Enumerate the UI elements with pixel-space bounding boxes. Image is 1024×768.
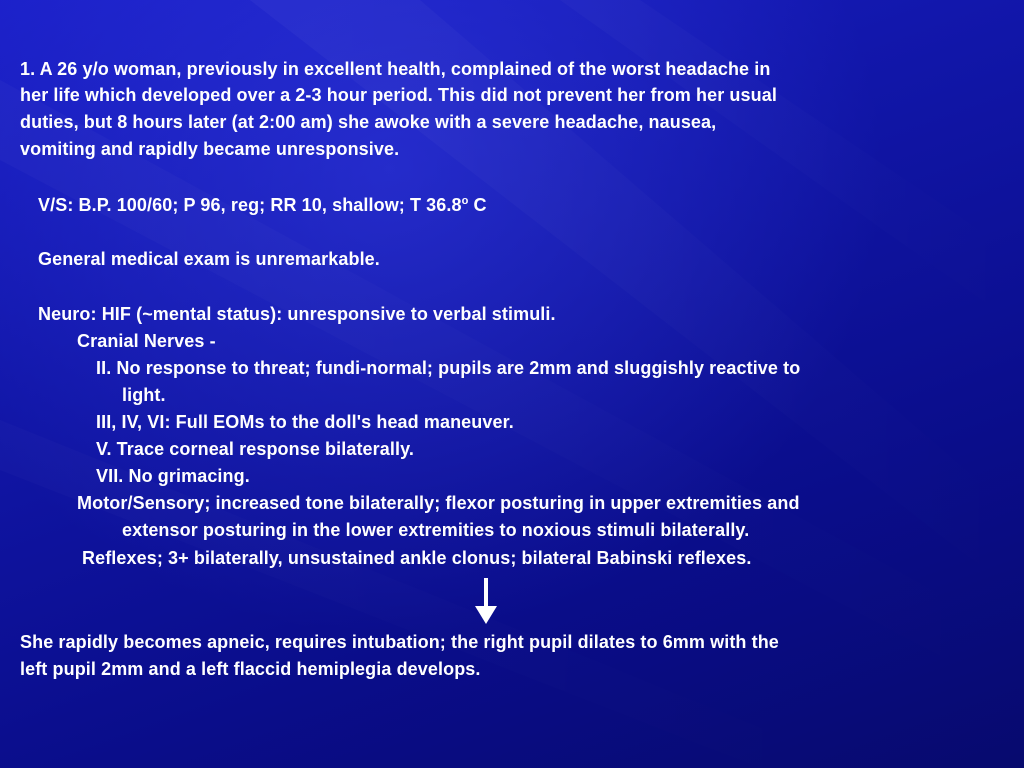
case-text-line: her life which developed over a 2-3 hour period. This did not prevent her from her usual bbox=[20, 85, 777, 105]
cranial-nerve-v: V. Trace corneal response bilaterally. bbox=[96, 439, 414, 459]
outcome-text-line: She rapidly becomes apneic, requires intubation; the right pupil dilates to 6mm with the bbox=[20, 632, 779, 652]
down-arrow-icon bbox=[472, 578, 500, 626]
cranial-nerve-iii-iv-vi: III, IV, VI: Full EOMs to the doll's head maneuver. bbox=[96, 412, 514, 432]
neuro-exam: Neuro: HIF (~mental status): unresponsive to verbal stimuli. bbox=[38, 304, 556, 324]
vital-signs bbox=[38, 192, 487, 218]
reflexes: Reflexes; 3+ bilaterally, unsustained ankle clonus; bilateral Babinski reflexes. bbox=[82, 548, 752, 568]
degree-symbol: o bbox=[461, 195, 469, 207]
motor-sensory-continued: extensor posturing in the lower extremities to noxious stimuli bilaterally. bbox=[122, 520, 750, 540]
cranial-nerve-ii-continued: light. bbox=[122, 385, 166, 405]
vital-signs-values: V/S: B.P. 100/60; P 96, reg; RR 10, shallow; T 36.8 bbox=[38, 195, 462, 215]
case-text-line: vomiting and rapidly became unresponsive. bbox=[20, 139, 400, 159]
temperature-unit: C bbox=[468, 195, 487, 215]
outcome-text-line: left pupil 2mm and a left flaccid hemiplegia develops. bbox=[20, 659, 481, 679]
cranial-nerve-ii: II. No response to threat; fundi-normal; pupils are 2mm and sluggishly reactive to bbox=[96, 358, 801, 378]
general-exam: General medical exam is unremarkable. bbox=[38, 249, 380, 269]
cranial-nerve-vii: VII. No grimacing. bbox=[96, 466, 250, 486]
motor-sensory: Motor/Sensory; increased tone bilaterally; flexor posturing in upper extremities and bbox=[77, 493, 800, 513]
case-text-line: 1. A 26 y/o woman, previously in excellent health, complained of the worst headache in bbox=[20, 59, 771, 79]
case-text-line: duties, but 8 hours later (at 2:00 am) she awoke with a severe headache, nausea, bbox=[20, 112, 717, 132]
cranial-nerves-heading: Cranial Nerves - bbox=[77, 331, 216, 351]
